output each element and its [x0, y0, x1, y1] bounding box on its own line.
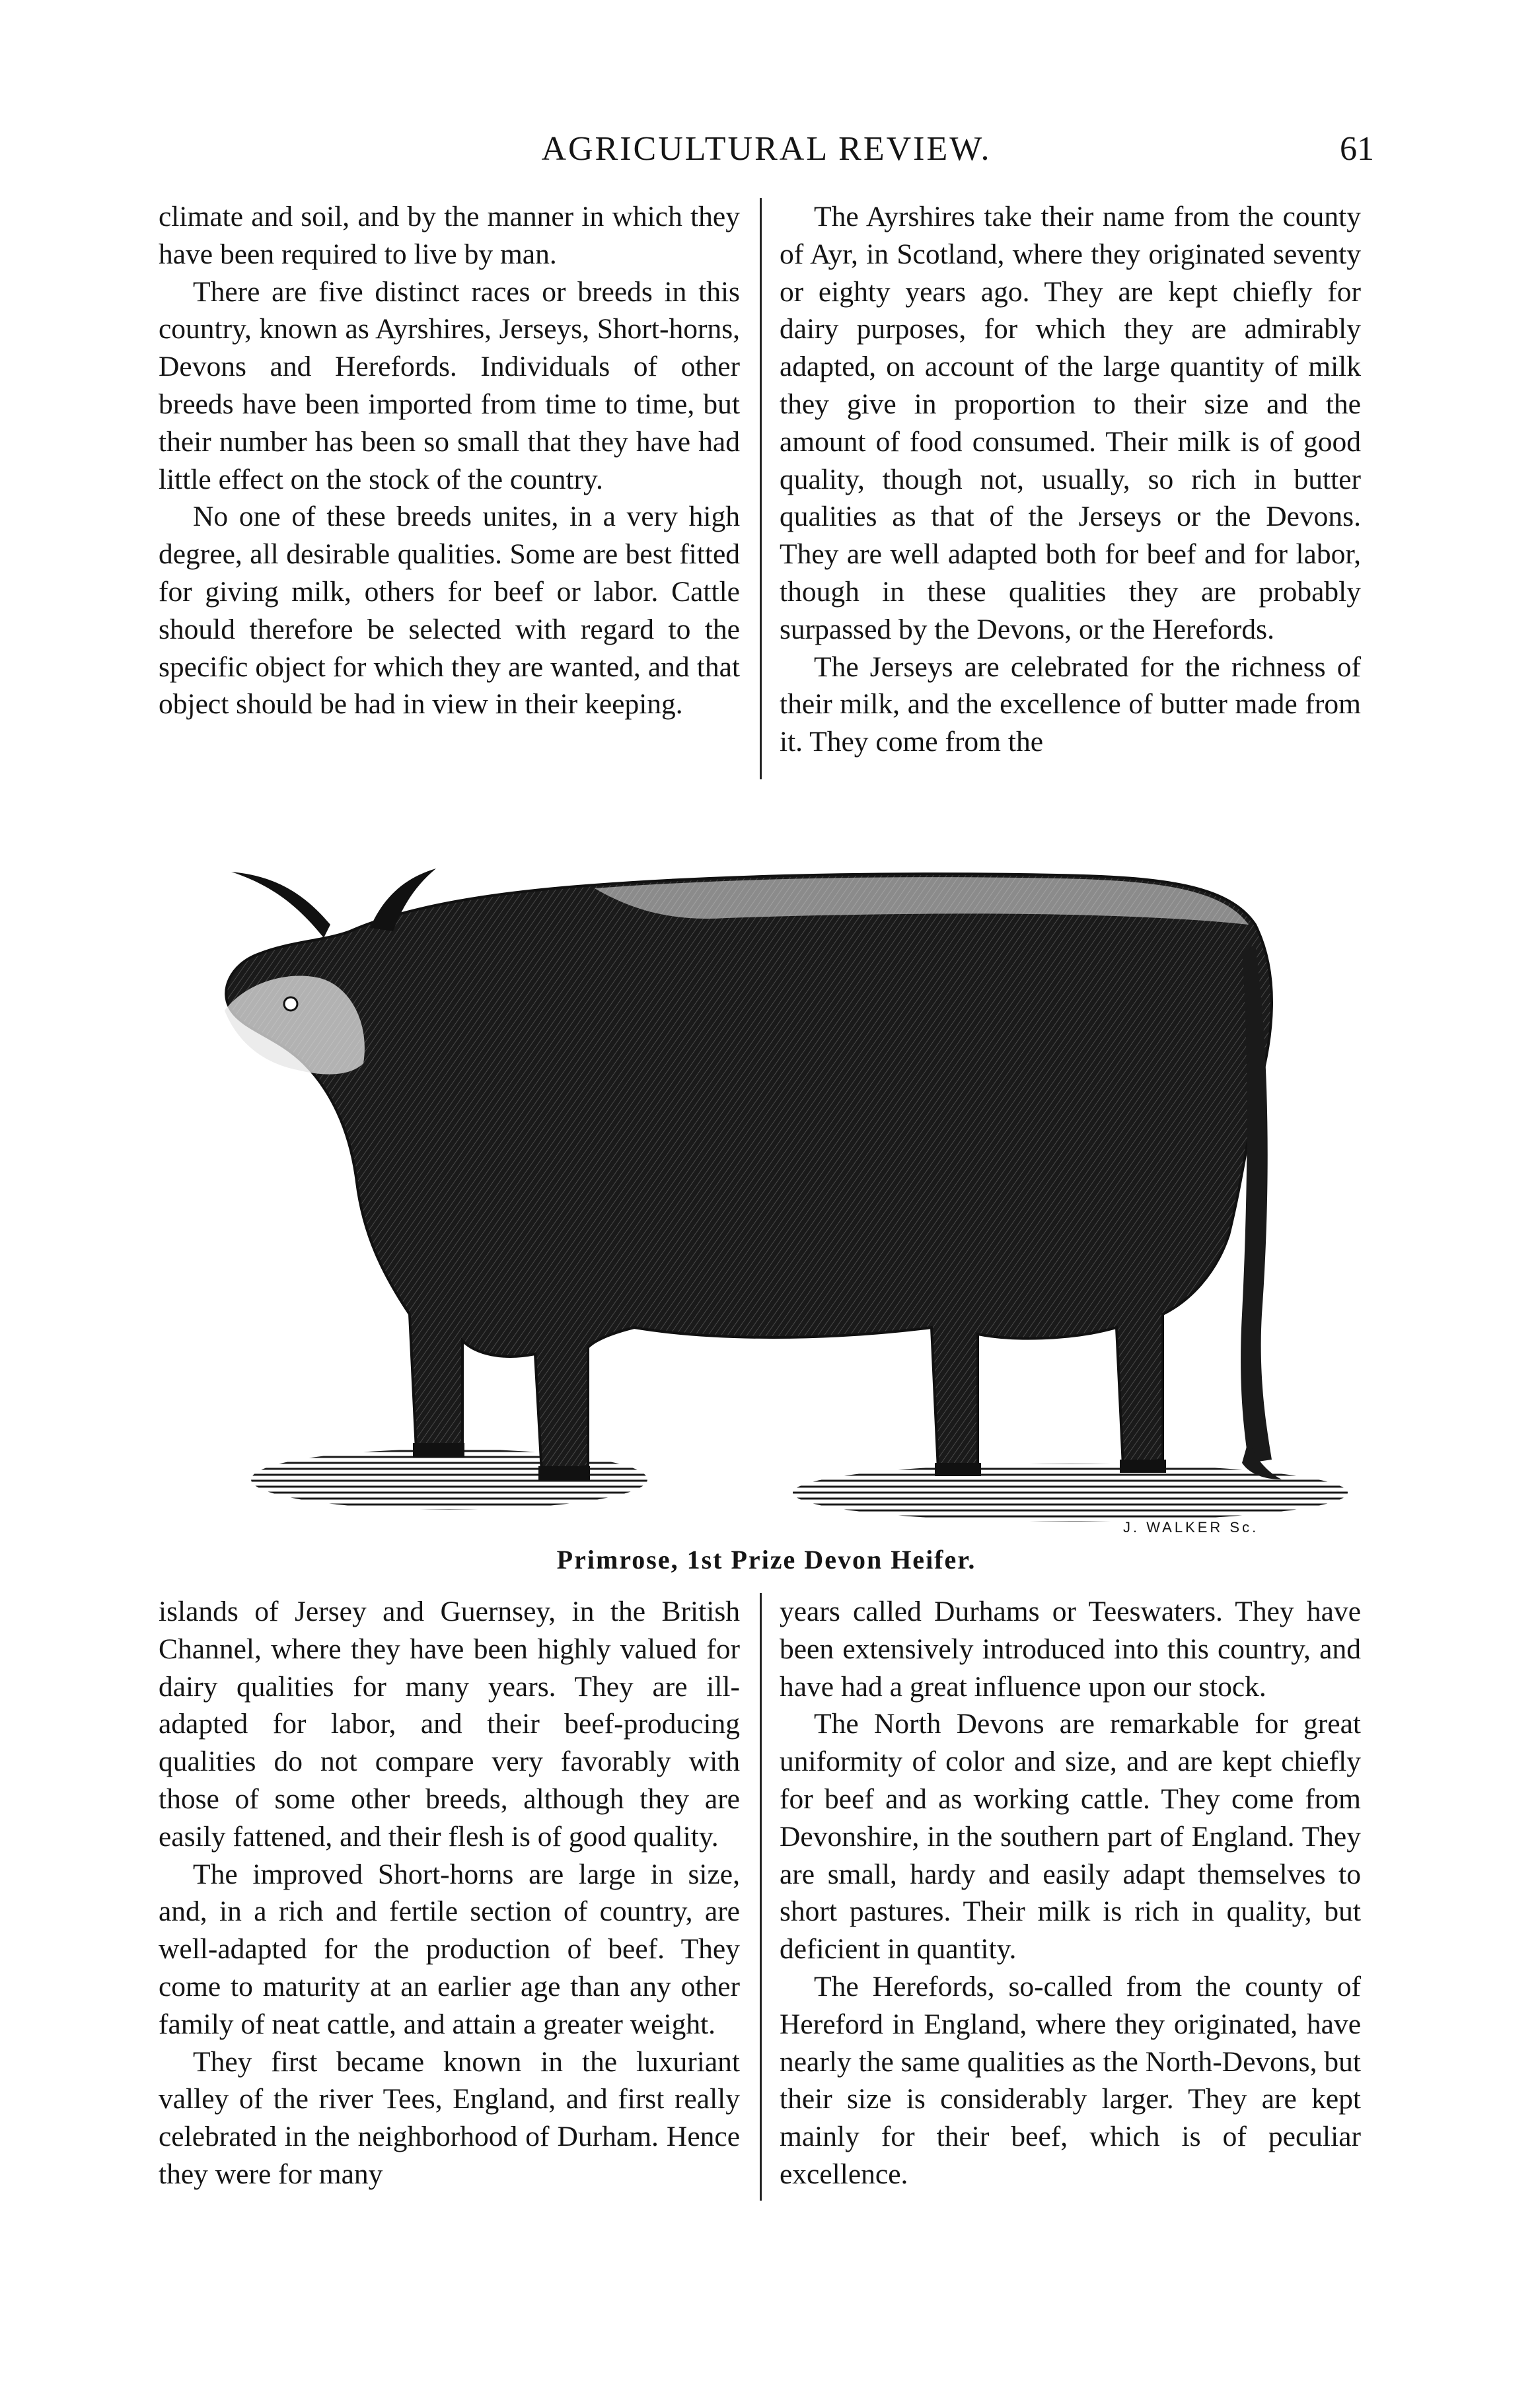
paragraph: The North Devons are remarkable for great uniformity of color and size, and are kept chiefly for beef and as working cattle. They come from Devonshire, in the southern part of England. They are small, hardy and easily adapt themselves to short pastures. Their milk is rich in quality, but deficient in quantity. — [780, 1708, 1361, 1965]
paragraph: The Ayrshires take their name from the county of Ayr, in Scotland, where they originated seventy or eighty years ago. They are kept chiefly for dairy purposes, for which they are admirably adapted, on account of the large quantity of milk they give in proportion to their size and the amount of food consumed. Their milk is of good quality, though not, usually, so rich in butter qualities as that of the Jerseys or the Devons. They are well adapted both for beef and for labor, though in these qualities they are probably surpassed by the Devons, or the Herefords. — [780, 201, 1361, 645]
column-rule — [760, 1593, 762, 2201]
cow-engraving-icon — [132, 812, 1387, 1545]
paragraph: islands of Jersey and Guernsey, in the British Channel, where they have been highly valued for dairy qualities for many years. They are ill-adapted for labor, and their beef-producing qualities do not compare very favorably with those of some other breeds, although they are easily fattened, and their flesh is of good quality. — [159, 1596, 740, 1853]
engraver-signature: J. WALKER Sc. — [1123, 1519, 1259, 1536]
column-bottom-right — [780, 1593, 1361, 2193]
cow-engraving-figure — [132, 812, 1387, 1545]
paragraph: No one of these breeds unites, in a very high degree, all desirable qualities. Some are best fitted for giving milk, others for beef or labor. Cattle should therefore be selected with regard to the specific object for which they are wanted, and that object should be had in view in their keeping. — [159, 501, 740, 721]
column-top-right — [780, 198, 1361, 761]
column-rule — [760, 198, 762, 779]
paragraph: There are five distinct races or breeds in this country, known as Ayrshires, Jerseys, Short-horns, Devons and Herefords. Individuals of other breeds have been imported from time to time, but their number has been so small that they have had little effect on the stock of the country. — [159, 275, 740, 495]
column-top-left — [159, 198, 740, 723]
running-title: AGRICULTURAL REVIEW. — [541, 130, 992, 168]
paragraph: The Jerseys are celebrated for the richness of their milk, and the excellence of butter made from it. They come from the — [780, 651, 1361, 758]
paragraph: The improved Short-horns are large in size, and, in a rich and fertile section of country, are well-adapted for the production of beef. They come to maturity at an earlier age than any other family of neat cattle, and attain a greater weight. — [159, 1858, 740, 2040]
paragraph: years called Durhams or Teeswaters. They have been extensively introduced into this country, and have had a great influence upon our stock. — [780, 1596, 1361, 1703]
figure-caption: Primrose, 1st Prize Devon Heifer. — [556, 1545, 976, 1575]
column-bottom-left — [159, 1593, 740, 2193]
paragraph: The Herefords, so-called from the county of Hereford in England, where they originated, have nearly the same qualities as the North-Devons, but their size is considerably larger. They are kept mainly for their beef, which is of peculiar excellence. — [780, 1970, 1361, 2190]
paragraph: climate and soil, and by the manner in which they have been required to live by man. — [159, 201, 740, 270]
paragraph: They first became known in the luxuriant valley of the river Tees, England, and first really celebrated in the neighborhood of Durham. Hence they were for many — [159, 2045, 740, 2190]
page-header — [159, 129, 1374, 182]
page-number: 61 — [1340, 130, 1374, 168]
